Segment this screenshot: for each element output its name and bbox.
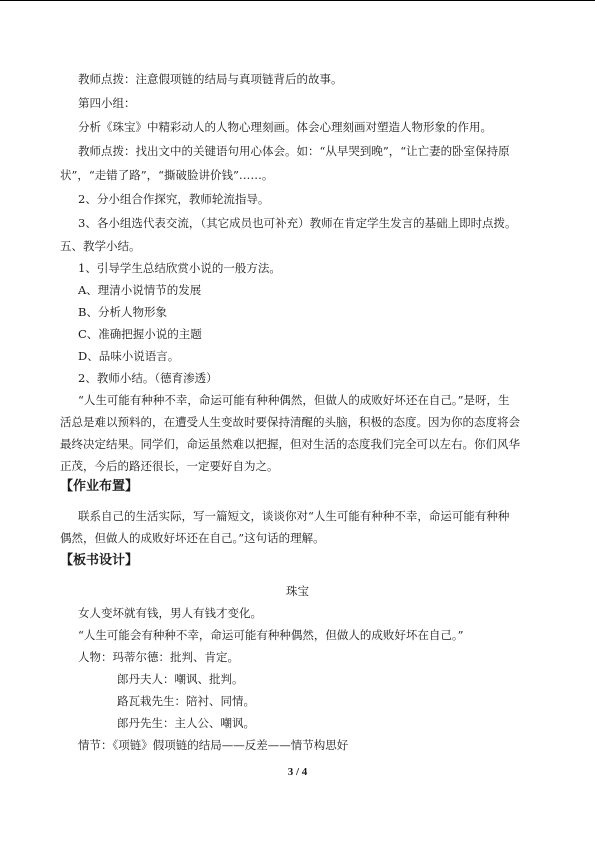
board-line: 郎丹夫人：嘲讽、批判。 xyxy=(117,672,244,686)
list-item: C、准确把握小说的主题 xyxy=(78,327,202,341)
text-line: 联系自己的生活实际，写一篇短文，谈谈你对“人生可能有种种不幸，命运可能有种种 xyxy=(78,509,510,523)
text-line: 1、引导学生总结欣赏小说的一般方法。 xyxy=(78,261,281,275)
text-line: 最终决定结果。同学们，命运虽然难以把握，但对生活的态度我们完全可以左右。你们风华 xyxy=(60,437,520,451)
board-line: 郎丹先生：主人公、嘲讽。 xyxy=(117,716,255,730)
text-line: 教师点拨：注意假项链的结局与真项链背后的故事。 xyxy=(78,72,343,86)
page-number: 3 / 4 xyxy=(287,766,308,778)
text-line: 正茂，今后的路还很长，一定要好自为之。 xyxy=(60,459,279,473)
text-line: 分析《珠宝》中精彩动人的人物心理刻画。体会心理刻画对塑造人物形象的作用。 xyxy=(78,120,492,134)
list-item: A、理清小说情节的发展 xyxy=(78,283,202,297)
text-line: 教师点拨：找出文中的关键语句用心体会。如：“从早哭到晚”，“让亡妻的卧室保持原 xyxy=(78,144,510,158)
list-item: D、品味小说语言。 xyxy=(78,349,180,363)
board-design-heading: 【板书设计】 xyxy=(60,553,139,568)
text-line: 状”，“走错了路”，“撕破脸讲价钱”……。 xyxy=(60,168,274,182)
section-heading: 五、教学小结。 xyxy=(60,239,141,253)
homework-heading: 【作业布置】 xyxy=(60,479,139,494)
text-line: 2、分小组合作探究，教师轮流指导。 xyxy=(78,192,270,206)
text-line: “人生可能有种种不幸，命运可能有种种偶然，但做人的成败好坏还在自己。”是呀，生 xyxy=(78,393,510,407)
text-line: 2、教师小结。（德育渗透） xyxy=(78,371,218,385)
page-top-rule xyxy=(0,0,595,1)
board-line: 女人变坏就有钱，男人有钱才变化。 xyxy=(78,606,262,620)
board-line: 人物：玛蒂尔德：批判、肯定。 xyxy=(78,650,239,664)
board-title: 珠宝 xyxy=(286,584,309,598)
text-line: 活总是难以预料的，在遭受人生变故时要保持清醒的头脑，积极的态度。因为你的态度将会 xyxy=(60,415,520,429)
board-line: 情节：《项链》假项链的结局——反差——情节构思好 xyxy=(78,738,349,752)
board-line: 路瓦栽先生：陪衬、同情。 xyxy=(117,694,255,708)
text-line: 3、各小组选代表交流，（其它成员也可补充）教师在肯定学生发言的基础上即时点拨。 xyxy=(78,216,517,230)
text-line: 第四小组： xyxy=(78,96,136,110)
list-item: B、分析人物形象 xyxy=(78,305,167,319)
board-line: “人生可能会有种种不幸，命运可能有种种偶然，但做人的成败好坏在自己。” xyxy=(78,628,464,642)
text-line: 偶然，但做人的成败好坏还在自己。”这句话的理解。 xyxy=(60,531,325,545)
